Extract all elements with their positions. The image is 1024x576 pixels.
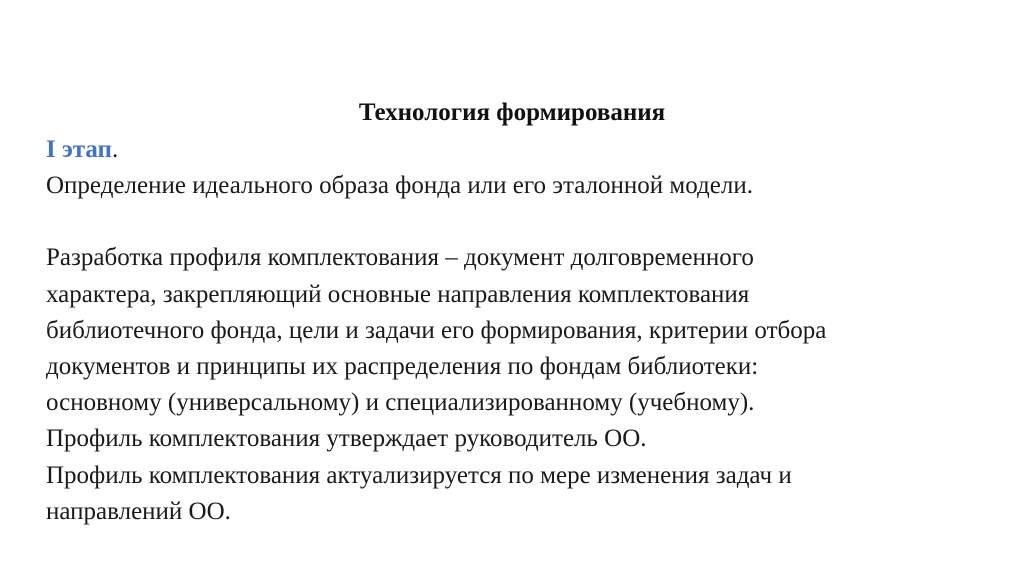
paragraph-line: основному (универсальному) и специализированному (учебному). <box>46 389 755 417</box>
stage-label: I этап <box>46 136 112 163</box>
slide-content <box>46 132 996 530</box>
paragraph-line: Разработка профиля комплектования – документ долговременного <box>46 244 754 272</box>
stage-suffix: . <box>111 136 119 163</box>
slide-title: Технология формирования <box>358 99 666 126</box>
paragraph-line: Профиль комплектования актуализируется по мере изменения задач и <box>46 461 792 489</box>
stage-heading <box>46 132 996 168</box>
paragraph-line: характера, закрепляющий основные направления комплектования <box>46 280 750 308</box>
definition-text: Определение идеального образа фонда или его эталонной модели. <box>46 172 753 200</box>
paragraph-spacer <box>46 204 996 240</box>
paragraph-line: библиотечного фонда, цели и задачи его формирования, критерии отбора <box>46 316 827 344</box>
paragraph-line: документов и принципы их распределения по фондам библиотеки: <box>46 353 759 381</box>
paragraph-line: Профиль комплектования утверждает руководитель ОО. <box>46 425 647 453</box>
paragraph-line: направлений ОО. <box>46 497 231 525</box>
